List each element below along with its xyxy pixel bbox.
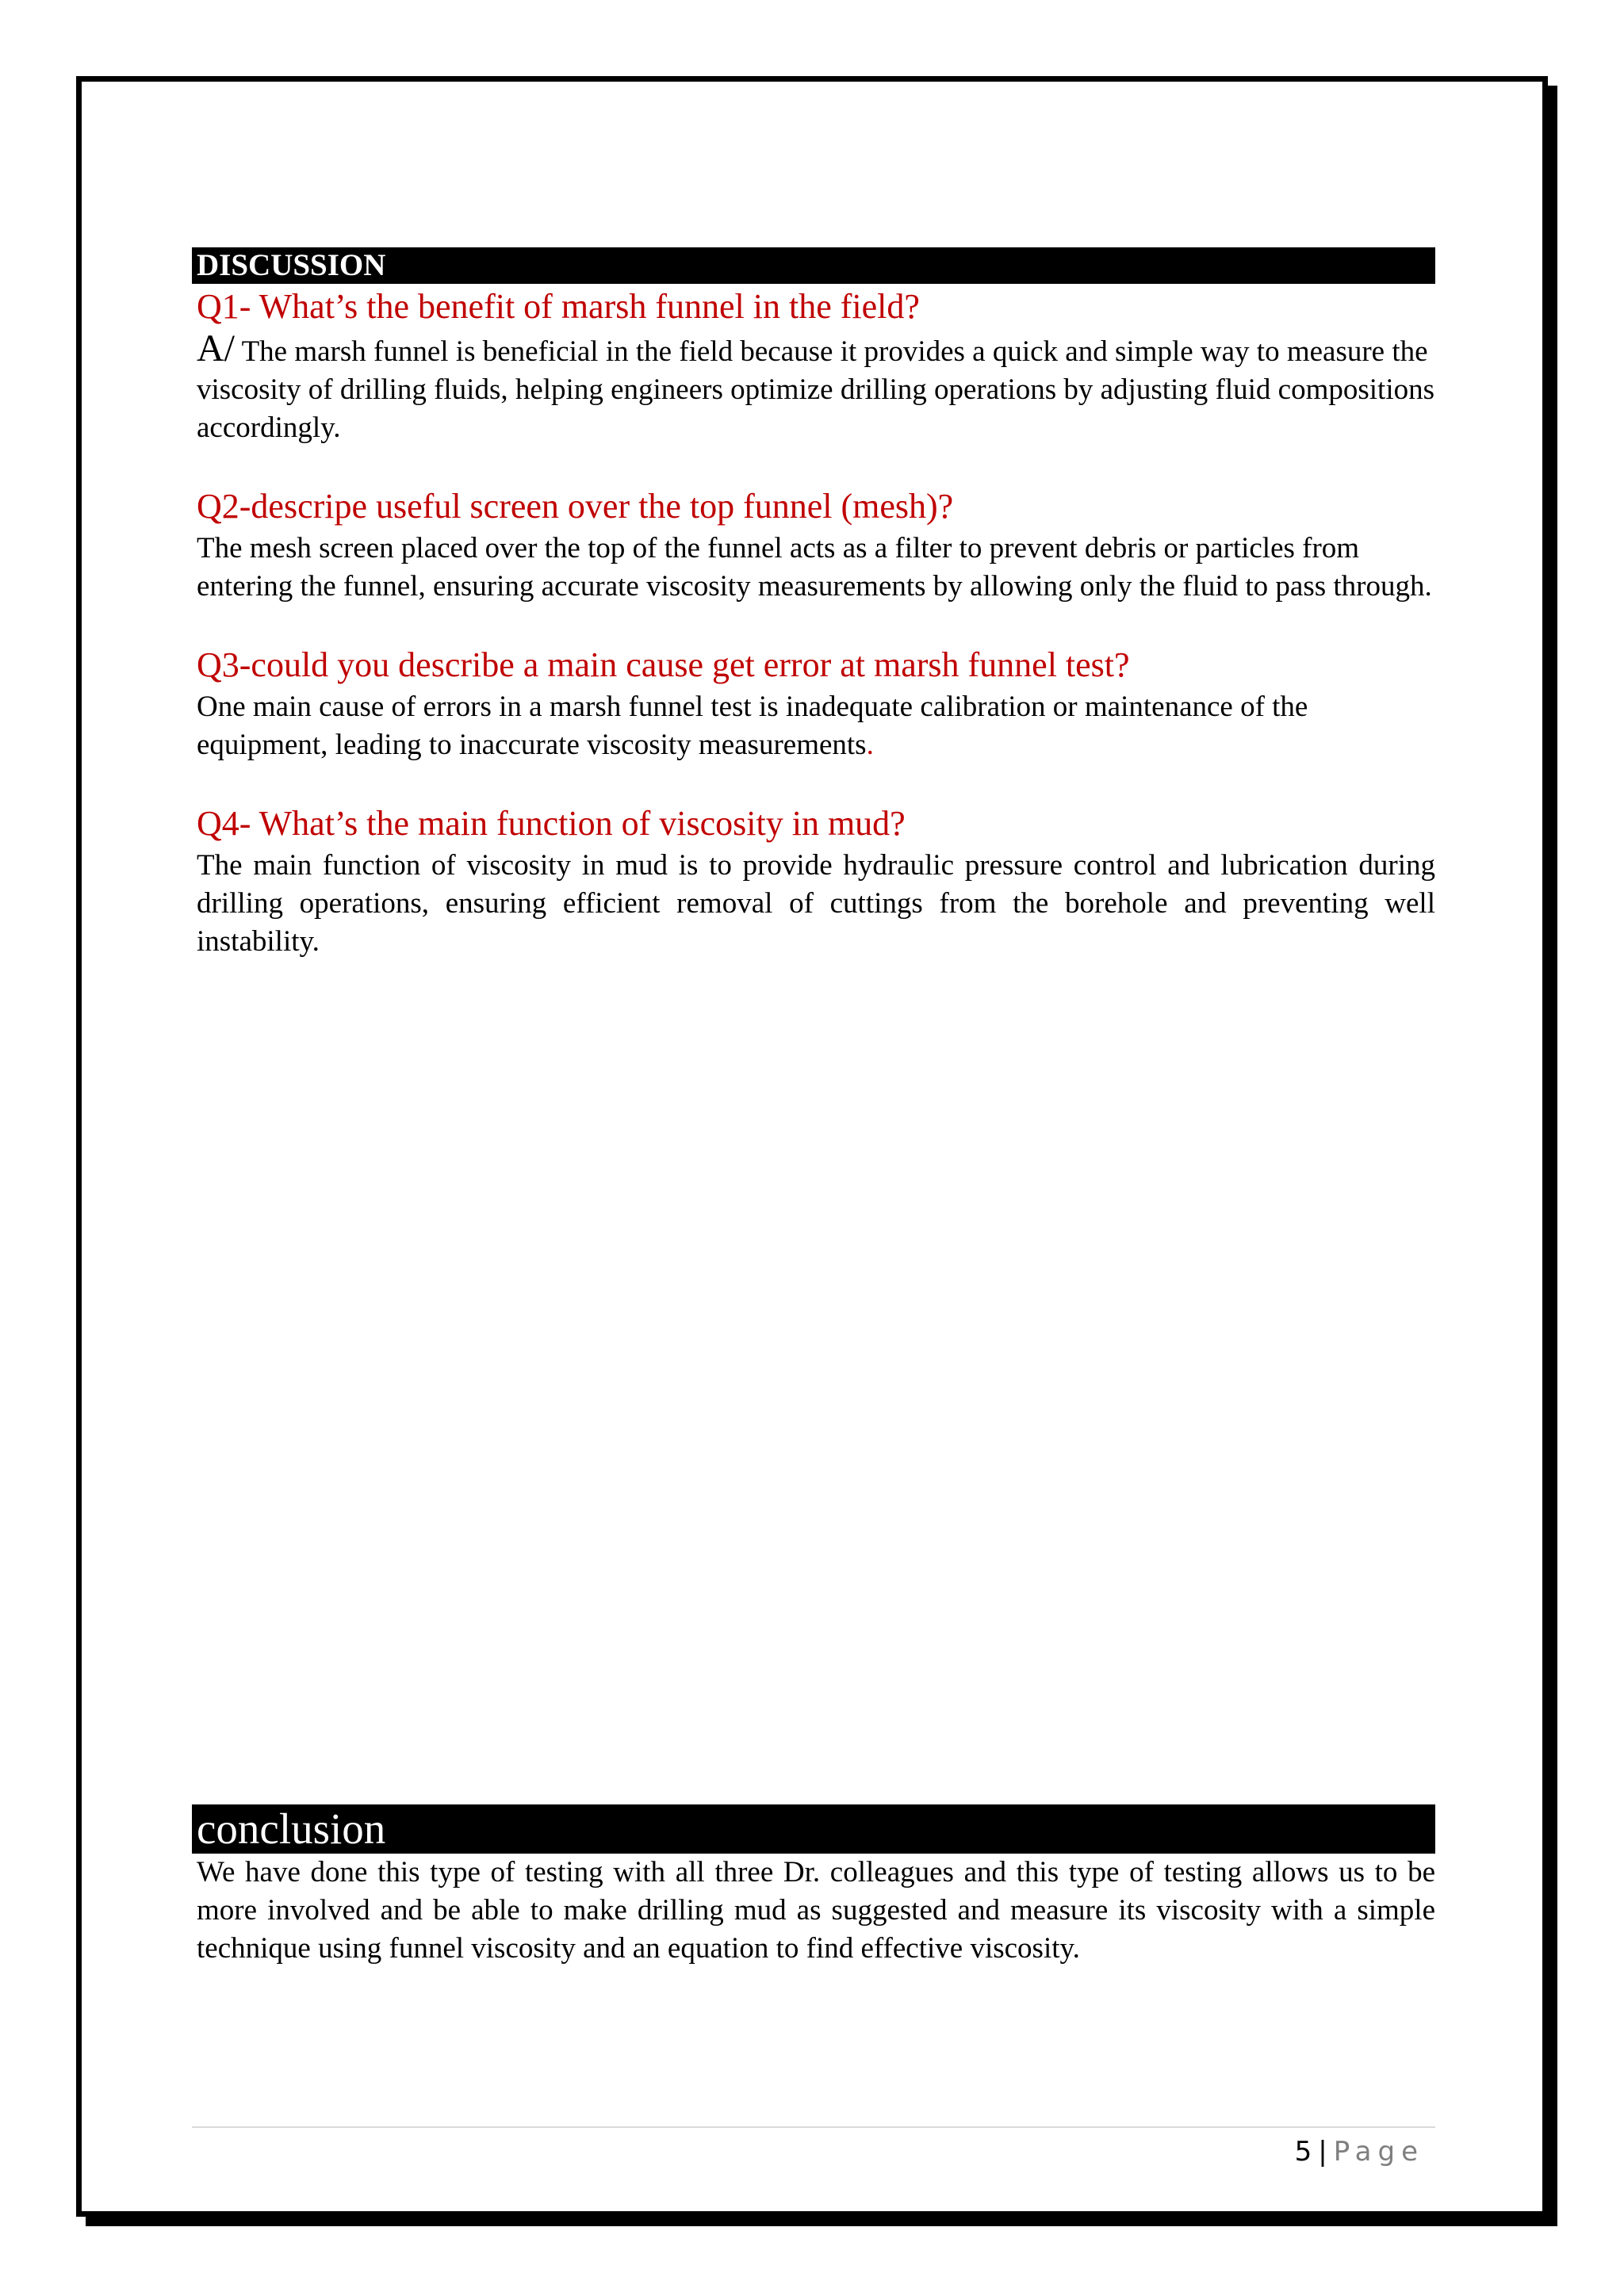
page-content	[192, 247, 1435, 997]
qa-block-4	[192, 801, 1435, 961]
page-footer	[1269, 2134, 1424, 2169]
discussion-heading: DISCUSSION	[192, 247, 1435, 284]
page-number: 5	[1294, 2136, 1312, 2168]
question-3: Q3-could you describe a main cause get error at marsh funnel test?	[197, 645, 1130, 684]
answer-4: The main function of viscosity in mud is to provide hydraulic pressure control and lubrication during drilling operations, ensuring efficient removal of cuttings from the borehole and preventing well instability.	[197, 849, 1435, 958]
qa-block-1	[192, 284, 1435, 447]
page-label: Page	[1333, 2136, 1424, 2168]
answer-3-period: .	[866, 729, 874, 761]
answer-2: The mesh screen placed over the top of the funnel acts as a filter to prevent debris or particles from entering the funnel, ensuring accurate viscosity measurements by allowing only the fluid to pass through.	[197, 532, 1432, 603]
conclusion-section	[192, 1804, 1435, 1968]
question-1: Q1- What’s the benefit of marsh funnel in the field?	[197, 287, 920, 326]
conclusion-text: We have done this type of testing with all three Dr. colleagues and this type of testing allows us to be more involved and be able to make drilling mud as suggested and measure its viscosity with a simple technique using funnel viscosity and an equation to find effective viscosity.	[197, 1856, 1435, 1965]
answer-1-prefix: A/	[197, 327, 235, 369]
footer-separator: |	[1318, 2136, 1327, 2168]
qa-block-2	[192, 484, 1435, 606]
conclusion-heading: conclusion	[192, 1804, 1435, 1854]
question-2: Q2-descripe useful screen over the top funnel (mesh)?	[197, 487, 954, 526]
answer-1-text: The marsh funnel is beneficial in the field because it provides a quick and simple way to measure the viscosity of drilling fluids, helping engineers optimize drilling operations by adjusting fluid compositions accordingly.	[197, 335, 1435, 444]
qa-block-3	[192, 642, 1435, 764]
answer-1	[192, 327, 1435, 447]
answer-3-text: One main cause of errors in a marsh funnel test is inadequate calibration or maintenance of the equipment, leading to inaccurate viscosity measurements	[197, 691, 1308, 761]
question-4: Q4- What’s the main function of viscosity in mud?	[197, 804, 906, 843]
answer-3	[192, 688, 1435, 764]
footer-divider	[192, 2126, 1435, 2128]
